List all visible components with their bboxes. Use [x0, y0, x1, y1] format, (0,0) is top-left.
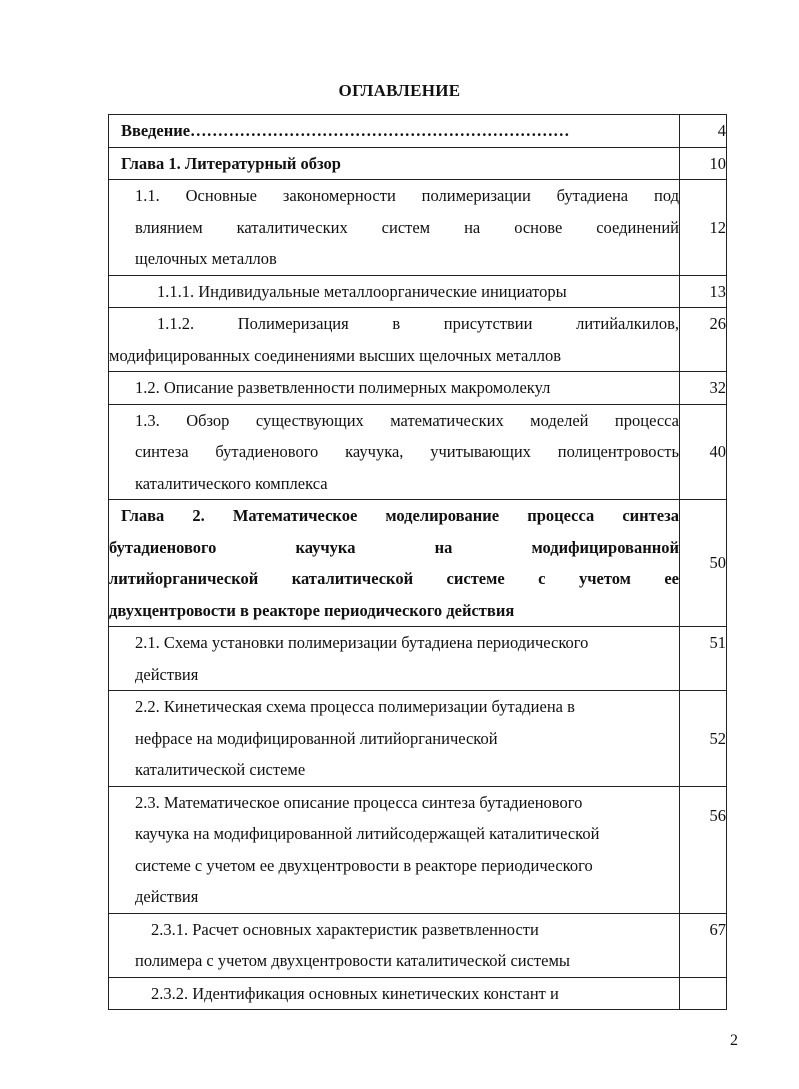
- toc-entry-text: [109, 308, 680, 372]
- toc-entry-line: модифицированных соединениями высших щелочных металлов: [109, 345, 561, 365]
- toc-row-1-1-1: [109, 275, 727, 308]
- toc-entry-page: [680, 786, 727, 913]
- toc-entry-line: действия: [135, 664, 199, 684]
- toc-entry-text: [109, 404, 680, 500]
- toc-page-number: 10: [709, 153, 726, 173]
- toc-entry-line: каучука на модифицированной литийсодержащей каталитической: [135, 824, 600, 843]
- toc-entry-line: системе с учетом ее двухцентровости в реакторе периодического: [135, 855, 593, 875]
- toc-row-2-3: [109, 786, 727, 913]
- toc-page-number: 32: [709, 378, 726, 397]
- toc-entry-text: [109, 786, 680, 913]
- toc-entry-line: Введение……………………………………………………………: [121, 121, 570, 140]
- toc-entry-page: [680, 691, 727, 787]
- toc-entry-page: [680, 372, 727, 405]
- toc-entry-page: [680, 913, 727, 977]
- toc-page-number: 50: [709, 553, 726, 573]
- toc-entry-line: синтеза бутадиенового каучука, учитывающих полицентровость: [135, 442, 679, 461]
- toc-page-number: 56: [709, 805, 726, 825]
- toc-entry-text: [109, 115, 680, 148]
- toc-entry-text: [109, 180, 680, 276]
- toc-entry-text: [109, 147, 680, 180]
- toc-entry-line: 2.2. Кинетическая схема процесса полимеризации бутадиена в: [135, 697, 575, 716]
- toc-entry-line: 2.3.1. Расчет основных характеристик разветвленности: [151, 919, 539, 939]
- toc-entry-line: 1.1.2. Полимеризация в присутствии литийалкилов,: [157, 314, 679, 333]
- toc-row-1-1-2: [109, 308, 727, 372]
- toc-entry-page: [680, 147, 727, 180]
- toc-entry-line: нефрасе на модифицированной литийорганической: [135, 728, 498, 748]
- table-of-contents: [108, 114, 727, 1010]
- toc-row-2-3-1: [109, 913, 727, 977]
- toc-row-2-3-2: [109, 977, 727, 1010]
- toc-row-2-2: [109, 691, 727, 787]
- toc-page-number: 52: [709, 728, 726, 748]
- page-number: 2: [730, 1032, 738, 1049]
- toc-entry-page: [680, 180, 727, 276]
- toc-entry-line: 1.2. Описание разветвленности полимерных макромолекул: [135, 378, 551, 397]
- toc-entry-page: [680, 404, 727, 500]
- toc-entry-text: [109, 691, 680, 787]
- toc-entry-line: каталитической системе: [135, 760, 306, 779]
- toc-row-chapter-2: [109, 500, 727, 627]
- toc-entry-page: [680, 977, 727, 1010]
- toc-entry-line: Глава 2. Математическое моделирование процесса синтеза: [121, 506, 679, 525]
- toc-row-introduction: [109, 115, 727, 148]
- toc-entry-line: 2.3.2. Идентификация основных кинетических констант и: [151, 983, 559, 1003]
- toc-entry-line: каталитического комплекса: [135, 473, 328, 493]
- toc-entry-text: [109, 913, 680, 977]
- toc-entry-line: полимера с учетом двухцентровости каталитической системы: [135, 951, 570, 970]
- toc-entry-text: [109, 275, 680, 308]
- toc-entry-line: влиянием каталитических систем на основе соединений: [135, 217, 679, 237]
- toc-page-number: 13: [709, 281, 726, 301]
- toc-entry-text: [109, 627, 680, 691]
- toc-row-chapter-1: [109, 147, 727, 180]
- toc-page-number: 51: [709, 633, 726, 652]
- toc-entry-line: 1.1. Основные закономерности полимеризации бутадиена под: [135, 186, 679, 205]
- toc-page-number: 40: [709, 442, 726, 461]
- toc-page-number: 26: [709, 314, 726, 333]
- toc-row-1-3: [109, 404, 727, 500]
- toc-page-number: 67: [709, 919, 726, 939]
- toc-entry-page: [680, 308, 727, 372]
- toc-entry-text: [109, 977, 680, 1010]
- page-title: ОГЛАВЛЕНИЕ: [338, 81, 461, 100]
- toc-entry-page: [680, 115, 727, 148]
- toc-row-1-1: [109, 180, 727, 276]
- toc-row-2-1: [109, 627, 727, 691]
- toc-entry-line: 2.1. Схема установки полимеризации бутадиена периодического: [135, 633, 589, 652]
- toc-row-1-2: [109, 372, 727, 405]
- toc-entry-line: литийорганической каталитической системе с учетом ее: [109, 569, 679, 588]
- toc-page-number: [680, 978, 726, 1010]
- toc-page-number: 12: [709, 217, 726, 237]
- toc-entry-line: Глава 1. Литературный обзор: [121, 153, 341, 173]
- toc-entry-text: [109, 500, 680, 627]
- toc-page-number: 4: [717, 121, 726, 140]
- toc-entry-line: 1.3. Обзор существующих математических моделей процесса: [135, 410, 679, 430]
- toc-entry-line: 2.3. Математическое описание процесса синтеза бутадиенового: [135, 792, 583, 812]
- toc-entry-text: [109, 372, 680, 405]
- toc-entry-page: [680, 275, 727, 308]
- toc-entry-line: 1.1.1. Индивидуальные металлоорганические инициаторы: [157, 281, 567, 301]
- toc-entry-line: щелочных металлов: [135, 249, 277, 268]
- toc-entry-page: [680, 627, 727, 691]
- toc-entry-line: двухцентровости в реакторе периодического действия: [109, 600, 515, 620]
- toc-entry-line: действия: [135, 887, 199, 906]
- toc-entry-page: [680, 500, 727, 627]
- toc-entry-line: бутадиенового каучука на модифицированной: [109, 537, 679, 557]
